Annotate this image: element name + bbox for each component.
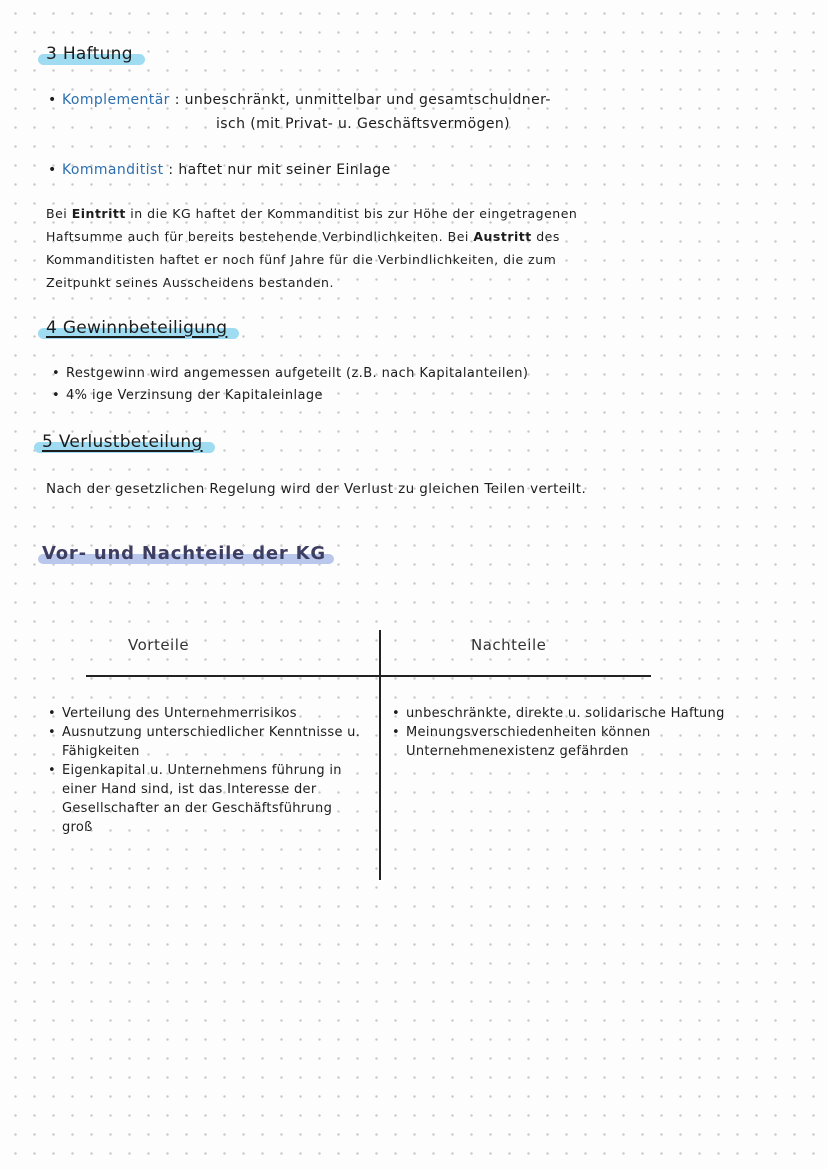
- gewinn-item-text: Restgewinn wird angemessen aufgeteilt (z.B. nach Kapitalanteilen): [66, 366, 529, 381]
- komplementaer-text: : unbeschränkt, unmittelbar und gesamtschuldner-: [174, 92, 551, 108]
- pros-header: Vorteile: [128, 636, 190, 654]
- komplementaer-line-2: [216, 116, 510, 132]
- gewinn-item-1: [52, 366, 528, 381]
- pros-item: • Eigenkapital u. Unternehmens führung in einer Hand sind, ist das Interesse der Gesellschafter an der Geschäftsführung groß: [48, 761, 354, 837]
- pros-column: [48, 704, 368, 837]
- para-line-4: Zeitpunkt seines Ausscheidens bestanden.: [46, 275, 334, 290]
- bullet-icon: •: [48, 92, 57, 108]
- cons-header: Nachteile: [471, 636, 547, 654]
- pros-item: • Ausnutzung unterschiedlicher Kenntnisse u. Fähigkeiten: [48, 723, 368, 761]
- bullet-icon: •: [48, 162, 57, 178]
- cons-column: [392, 704, 792, 761]
- pros-item: • Verteilung des Unternehmerrisikos: [48, 704, 368, 723]
- cons-item: • unbeschränkte, direkte u. solidarische Haftung: [392, 704, 791, 723]
- para-text: Bei: [46, 206, 72, 221]
- para-text: Haftsumme auch für bereits bestehende Verbindlichkeiten. Bei: [46, 229, 474, 244]
- section-3-title: 3 Haftung: [42, 44, 137, 64]
- komplementaer-line: [48, 92, 551, 108]
- section-4-title: 4 Gewinnbeteiligung: [42, 318, 231, 338]
- table-vertical-divider: [379, 630, 381, 880]
- para-line-3: Kommanditisten haftet er noch fünf Jahre für die Verbindlichkeiten, die zum: [46, 252, 557, 267]
- table-horizontal-divider: [86, 675, 651, 677]
- eintritt-keyword: Eintritt: [71, 206, 126, 221]
- section-5-title: 5 Verlustbeteilung: [38, 432, 207, 452]
- verlust-text: Nach der gesetzlichen Regelung wird der Verlust zu gleichen Teilen verteilt.: [46, 481, 587, 497]
- haftung-paragraph: [46, 202, 796, 294]
- pros-cons-heading: [38, 543, 330, 564]
- komplementaer-label: Komplementär: [62, 92, 170, 108]
- kommanditist-label: Kommanditist: [62, 162, 164, 178]
- para-text: in die KG haftet der Kommanditist bis zur Höhe der eingetragenen: [125, 206, 578, 221]
- kommanditist-line: [48, 162, 391, 178]
- cons-item: • Meinungsverschiedenheiten können Unternehmenexistenz gefährden: [392, 723, 736, 761]
- komplementaer-text-2: isch (mit Privat- u. Geschäftsvermögen): [216, 116, 511, 132]
- gewinn-item-text: 4% ige Verzinsung der Kapitaleinlage: [66, 388, 323, 403]
- para-text: des: [531, 229, 560, 244]
- bullet-icon: •: [52, 366, 61, 381]
- kommanditist-text: : haftet nur mit seiner Einlage: [168, 162, 391, 178]
- section-5-heading: [38, 432, 207, 452]
- section-4-heading: [42, 318, 231, 338]
- pros-cons-title: Vor- und Nachteile der KG: [38, 543, 330, 564]
- austritt-keyword: Austritt: [473, 229, 532, 244]
- bullet-icon: •: [52, 388, 61, 403]
- gewinn-item-2: [52, 388, 323, 403]
- section-3-heading: [42, 44, 137, 64]
